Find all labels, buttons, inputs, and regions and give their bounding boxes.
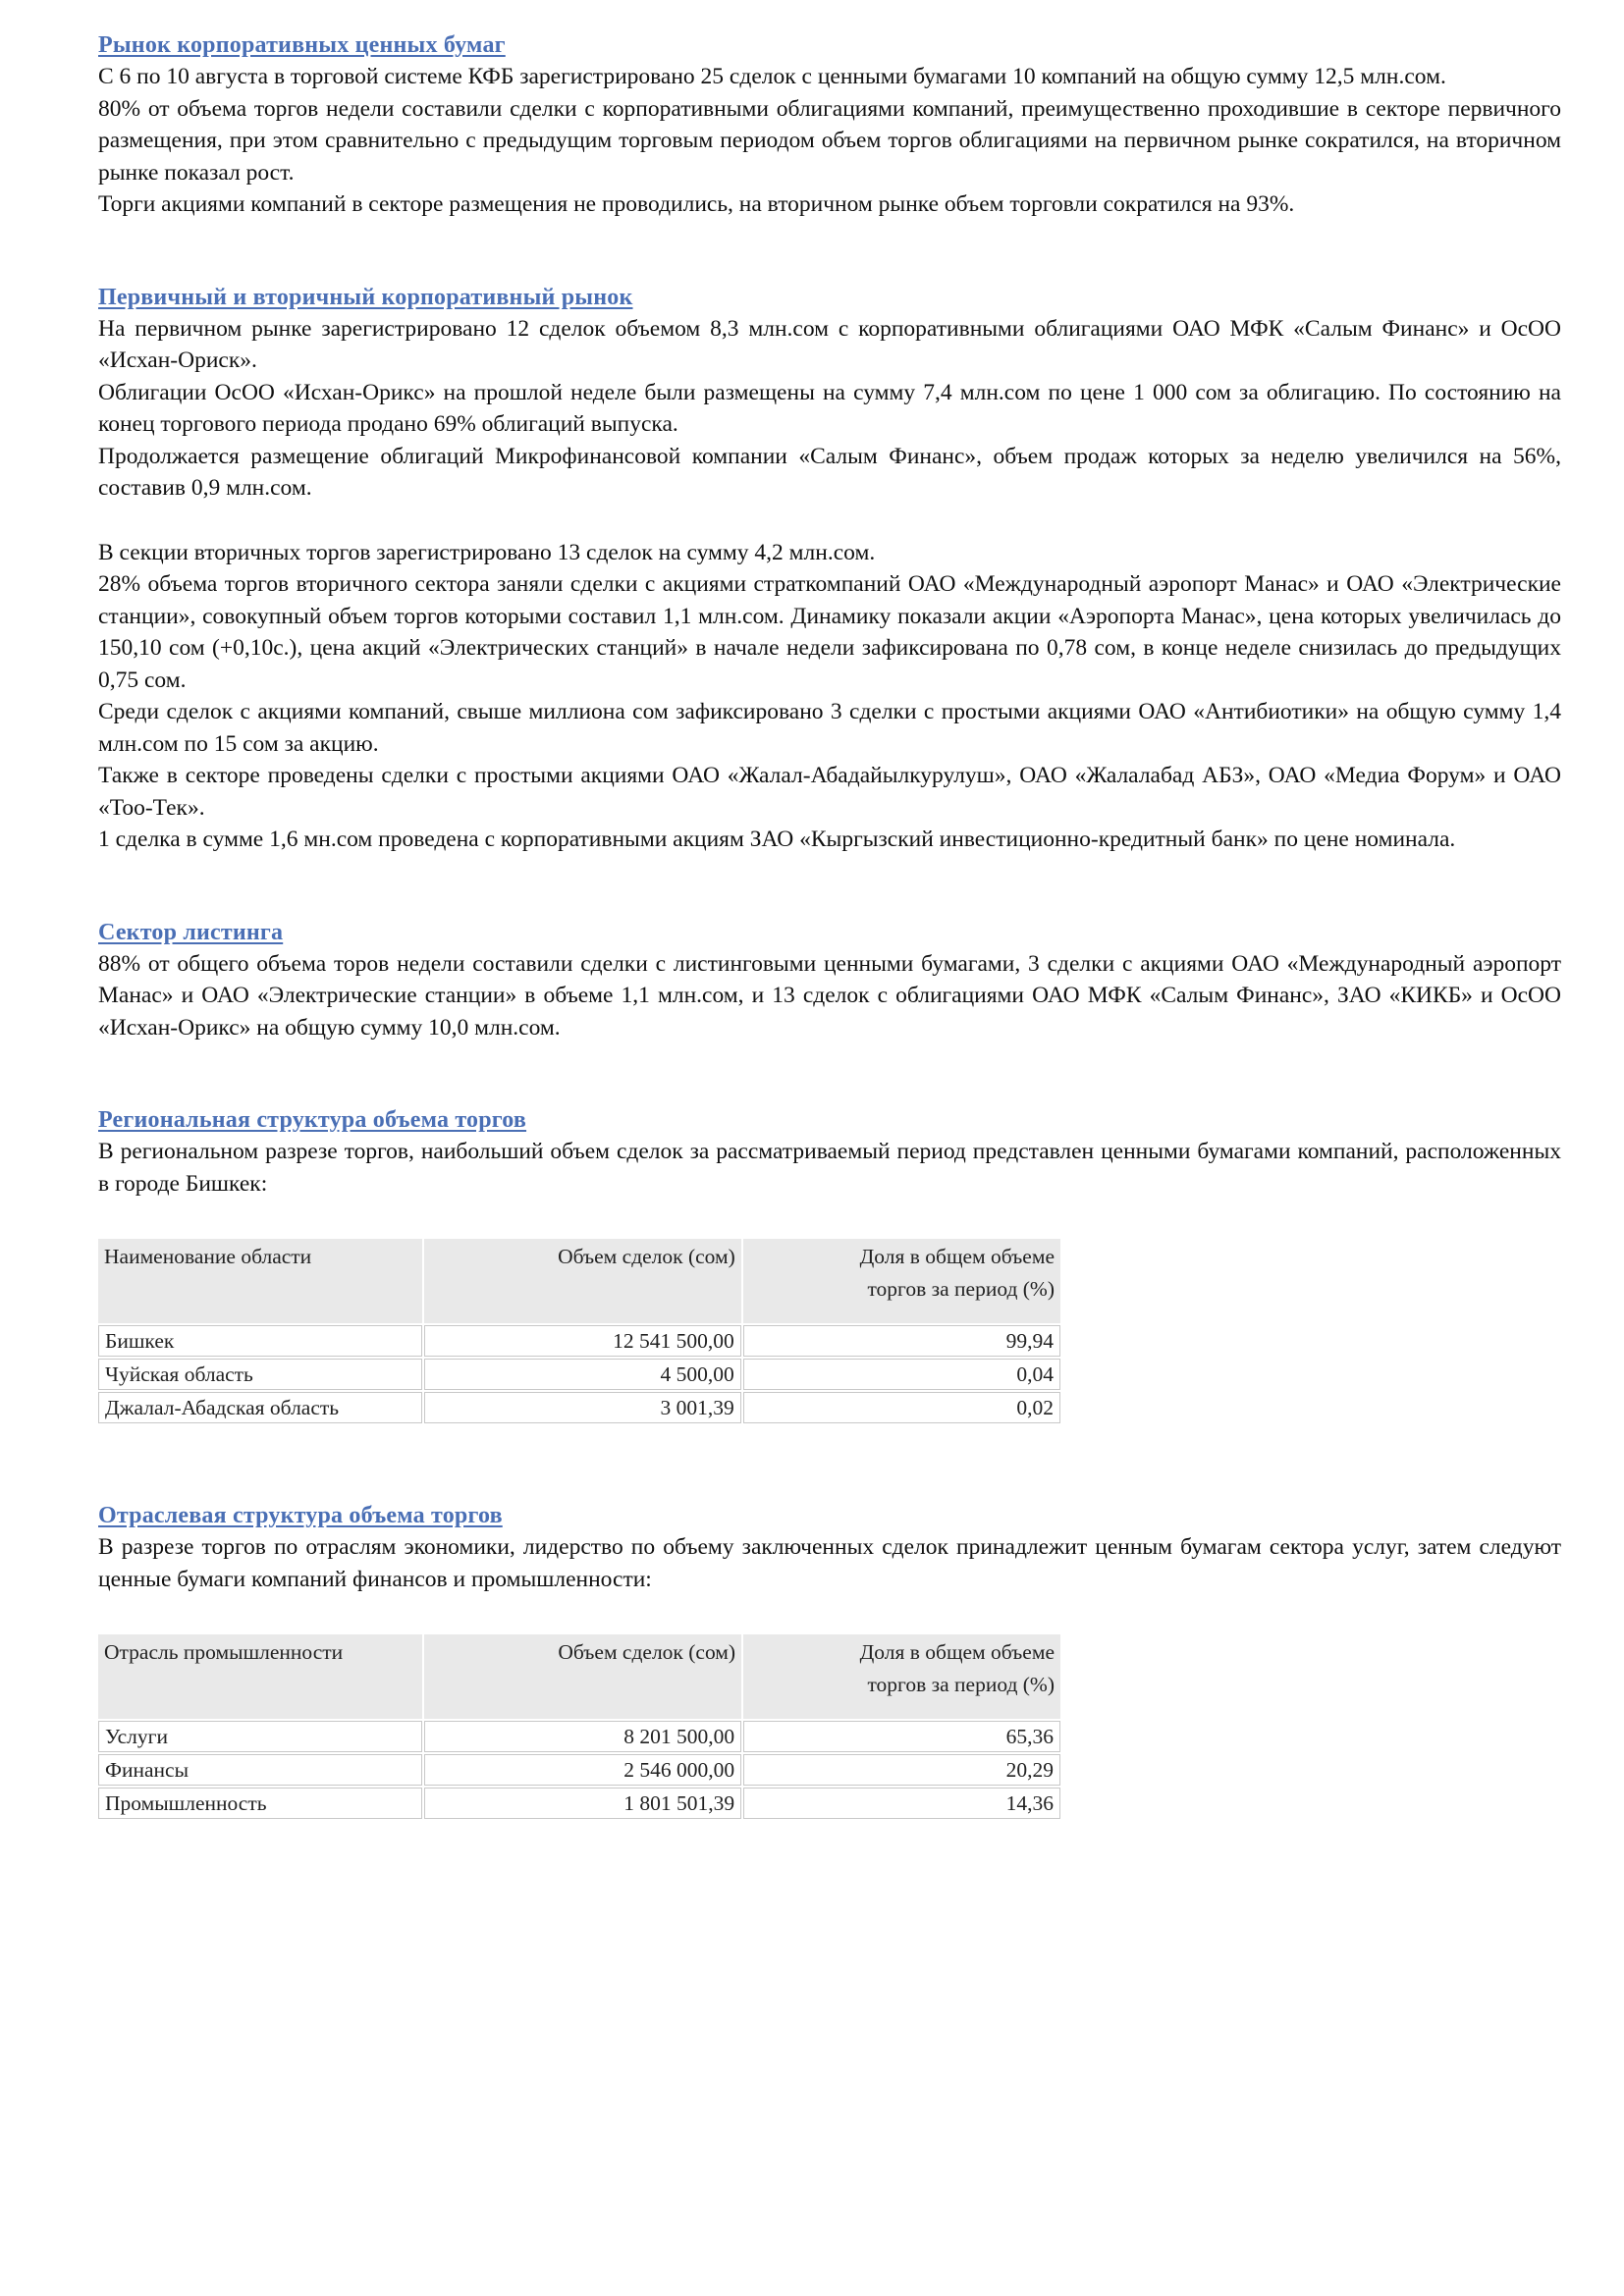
- table-cell: Услуги: [98, 1721, 422, 1752]
- table-cell: 12 541 500,00: [424, 1325, 741, 1357]
- paragraph: В разрезе торгов по отраслям экономики, лидерство по объему заключенных сделок принадлежит ценным бумагам сектора услуг, затем следуют ценные бумаги компаний финансов и промышленности:: [98, 1534, 1561, 1592]
- table-header-cell: [743, 1239, 1060, 1323]
- table-cell: 4 500,00: [424, 1359, 741, 1390]
- table-row: [98, 1359, 1060, 1390]
- table-cell: 99,94: [743, 1325, 1060, 1357]
- table-cell: 0,02: [743, 1392, 1060, 1423]
- table-header-cell: Наименование области: [98, 1239, 422, 1323]
- paragraph: Торги акциями компаний в секторе размещения не проводились, на вторичном рынке объем торговли сократился на 93%.: [98, 191, 1295, 217]
- paragraph: 88% от общего объема торов недели составили сделки с листинговыми ценными бумагами, 3 сделки с акциями ОАО «Международный аэропорт Манас» и ОАО «Электрические станции» в объеме 1,1 млн.сом, и 13 сделок с облигациями ОАО МФК «Салым Финанс», ЗАО «КИКБ» и ОсОО «Исхан-Орикс» на общую сумму 10,0 млн.сом.: [98, 950, 1561, 1041]
- table-header-row: [98, 1634, 1060, 1719]
- table-header-line: торгов за период (%): [867, 1277, 1055, 1301]
- paragraph: Продолжается размещение облигаций Микрофинансовой компании «Салым Финанс», объем продаж которых за неделю увеличился на 56%, составив 0,9 млн.сом.: [98, 443, 1561, 501]
- table-cell: Бишкек: [98, 1325, 422, 1357]
- table-cell: 2 546 000,00: [424, 1754, 741, 1786]
- table-cell: Финансы: [98, 1754, 422, 1786]
- paragraph: 28% объема торгов вторичного сектора заняли сделки с акциями страткомпаний ОАО «Международный аэропорт Манас» и ОАО «Электрические станции», совокупный объем торгов которыми составил 1,1 млн.сом. Динамику показали акции «Аэропорта Манас», цена которых увеличилась до 150,10 сом (+0,10с.), цена акций «Электрических станций» в начале недели зафиксирована по 0,78 сом, в конце неделе снизилась до предыдущих 0,75 сом.: [98, 571, 1561, 693]
- table-header-line: Доля в общем объеме: [859, 1245, 1055, 1268]
- regional-table: [96, 1237, 1062, 1425]
- table-cell: 1 801 501,39: [424, 1788, 741, 1819]
- section-title-industry: Отраслевая структура объема торгов: [98, 1503, 503, 1528]
- table-cell: 65,36: [743, 1721, 1060, 1752]
- paragraph: Также в секторе проведены сделки с простыми акциями ОАО «Жалал-Абадайылкурулуш», ОАО «Жалалабад АБЗ», ОАО «Медиа Форум» и ОАО «Тоо-Тек».: [98, 763, 1561, 821]
- table-row: [98, 1325, 1060, 1357]
- table-cell: 8 201 500,00: [424, 1721, 741, 1752]
- table-header-cell: [743, 1634, 1060, 1719]
- paragraph: Облигации ОсОО «Исхан-Орикс» на прошлой неделе были размещены на сумму 7,4 млн.сом по цене 1 000 сом за облигацию. По состоянию на конец торгового периода продано 69% облигаций выпуска.: [98, 379, 1561, 437]
- table-header-line: торгов за период (%): [867, 1673, 1055, 1696]
- table-row: [98, 1392, 1060, 1423]
- paragraph: В секции вторичных торгов зарегистрировано 13 сделок на сумму 4,2 млн.сом.: [98, 539, 876, 565]
- paragraph: С 6 по 10 августа в торговой системе КФБ зарегистрировано 25 сделок с ценными бумагами 10 компаний на общую сумму 12,5 млн.сом.: [98, 64, 1446, 89]
- section-title-regional: Региональная структура объема торгов: [98, 1107, 527, 1133]
- table-header-line: Доля в общем объеме: [859, 1640, 1055, 1664]
- section-title-corporate: Рынок корпоративных ценных бумаг: [98, 32, 506, 58]
- table-row: [98, 1721, 1060, 1752]
- table-cell: Чуйская область: [98, 1359, 422, 1390]
- industry-table: [96, 1632, 1062, 1821]
- paragraph: Среди сделок с акциями компаний, свыше миллиона сом зафиксировано 3 сделки с простыми акциями ОАО «Антибиотики» на общую сумму 1,4 млн.сом по 15 сом за акцию.: [98, 699, 1561, 757]
- table-cell: Джалал-Абадская область: [98, 1392, 422, 1423]
- section-title-primary-secondary: Первичный и вторичный корпоративный рынок: [98, 284, 633, 310]
- table-cell: 14,36: [743, 1788, 1060, 1819]
- table-cell: 0,04: [743, 1359, 1060, 1390]
- section-title-listing: Сектор листинга: [98, 919, 284, 945]
- table-header-cell: Объем сделок (сом): [424, 1239, 741, 1323]
- table-row: [98, 1788, 1060, 1819]
- paragraph: 1 сделка в сумме 1,6 мн.сом проведена с корпоративными акциям ЗАО «Кыргызский инвестиционно-кредитный банк» по цене номинала.: [98, 827, 1456, 852]
- table-cell: 3 001,39: [424, 1392, 741, 1423]
- table-header-row: [98, 1239, 1060, 1323]
- paragraph: В региональном разрезе торгов, наибольший объем сделок за рассматриваемый период представлен ценными бумагами компаний, расположенных в городе Бишкек:: [98, 1139, 1561, 1197]
- paragraph: На первичном рынке зарегистрировано 12 сделок объемом 8,3 млн.сом с корпоративными облигациями ОАО МФК «Салым Финанс» и ОсОО «Исхан-Ориск».: [98, 315, 1561, 373]
- table-cell: Промышленность: [98, 1788, 422, 1819]
- table-cell: 20,29: [743, 1754, 1060, 1786]
- table-header-cell: Объем сделок (сом): [424, 1634, 741, 1719]
- document-page: [98, 29, 1561, 1821]
- paragraph: 80% от объема торгов недели составили сделки с корпоративными облигациями компаний, преимущественно проходившие в секторе первичного размещения, при этом сравнительно с предыдущим торговым периодом объем торгов облигациями на первичном рынке сократился, на вторичном рынке показал рост.: [98, 95, 1561, 186]
- table-header-cell: Отрасль промышленности: [98, 1634, 422, 1719]
- table-row: [98, 1754, 1060, 1786]
